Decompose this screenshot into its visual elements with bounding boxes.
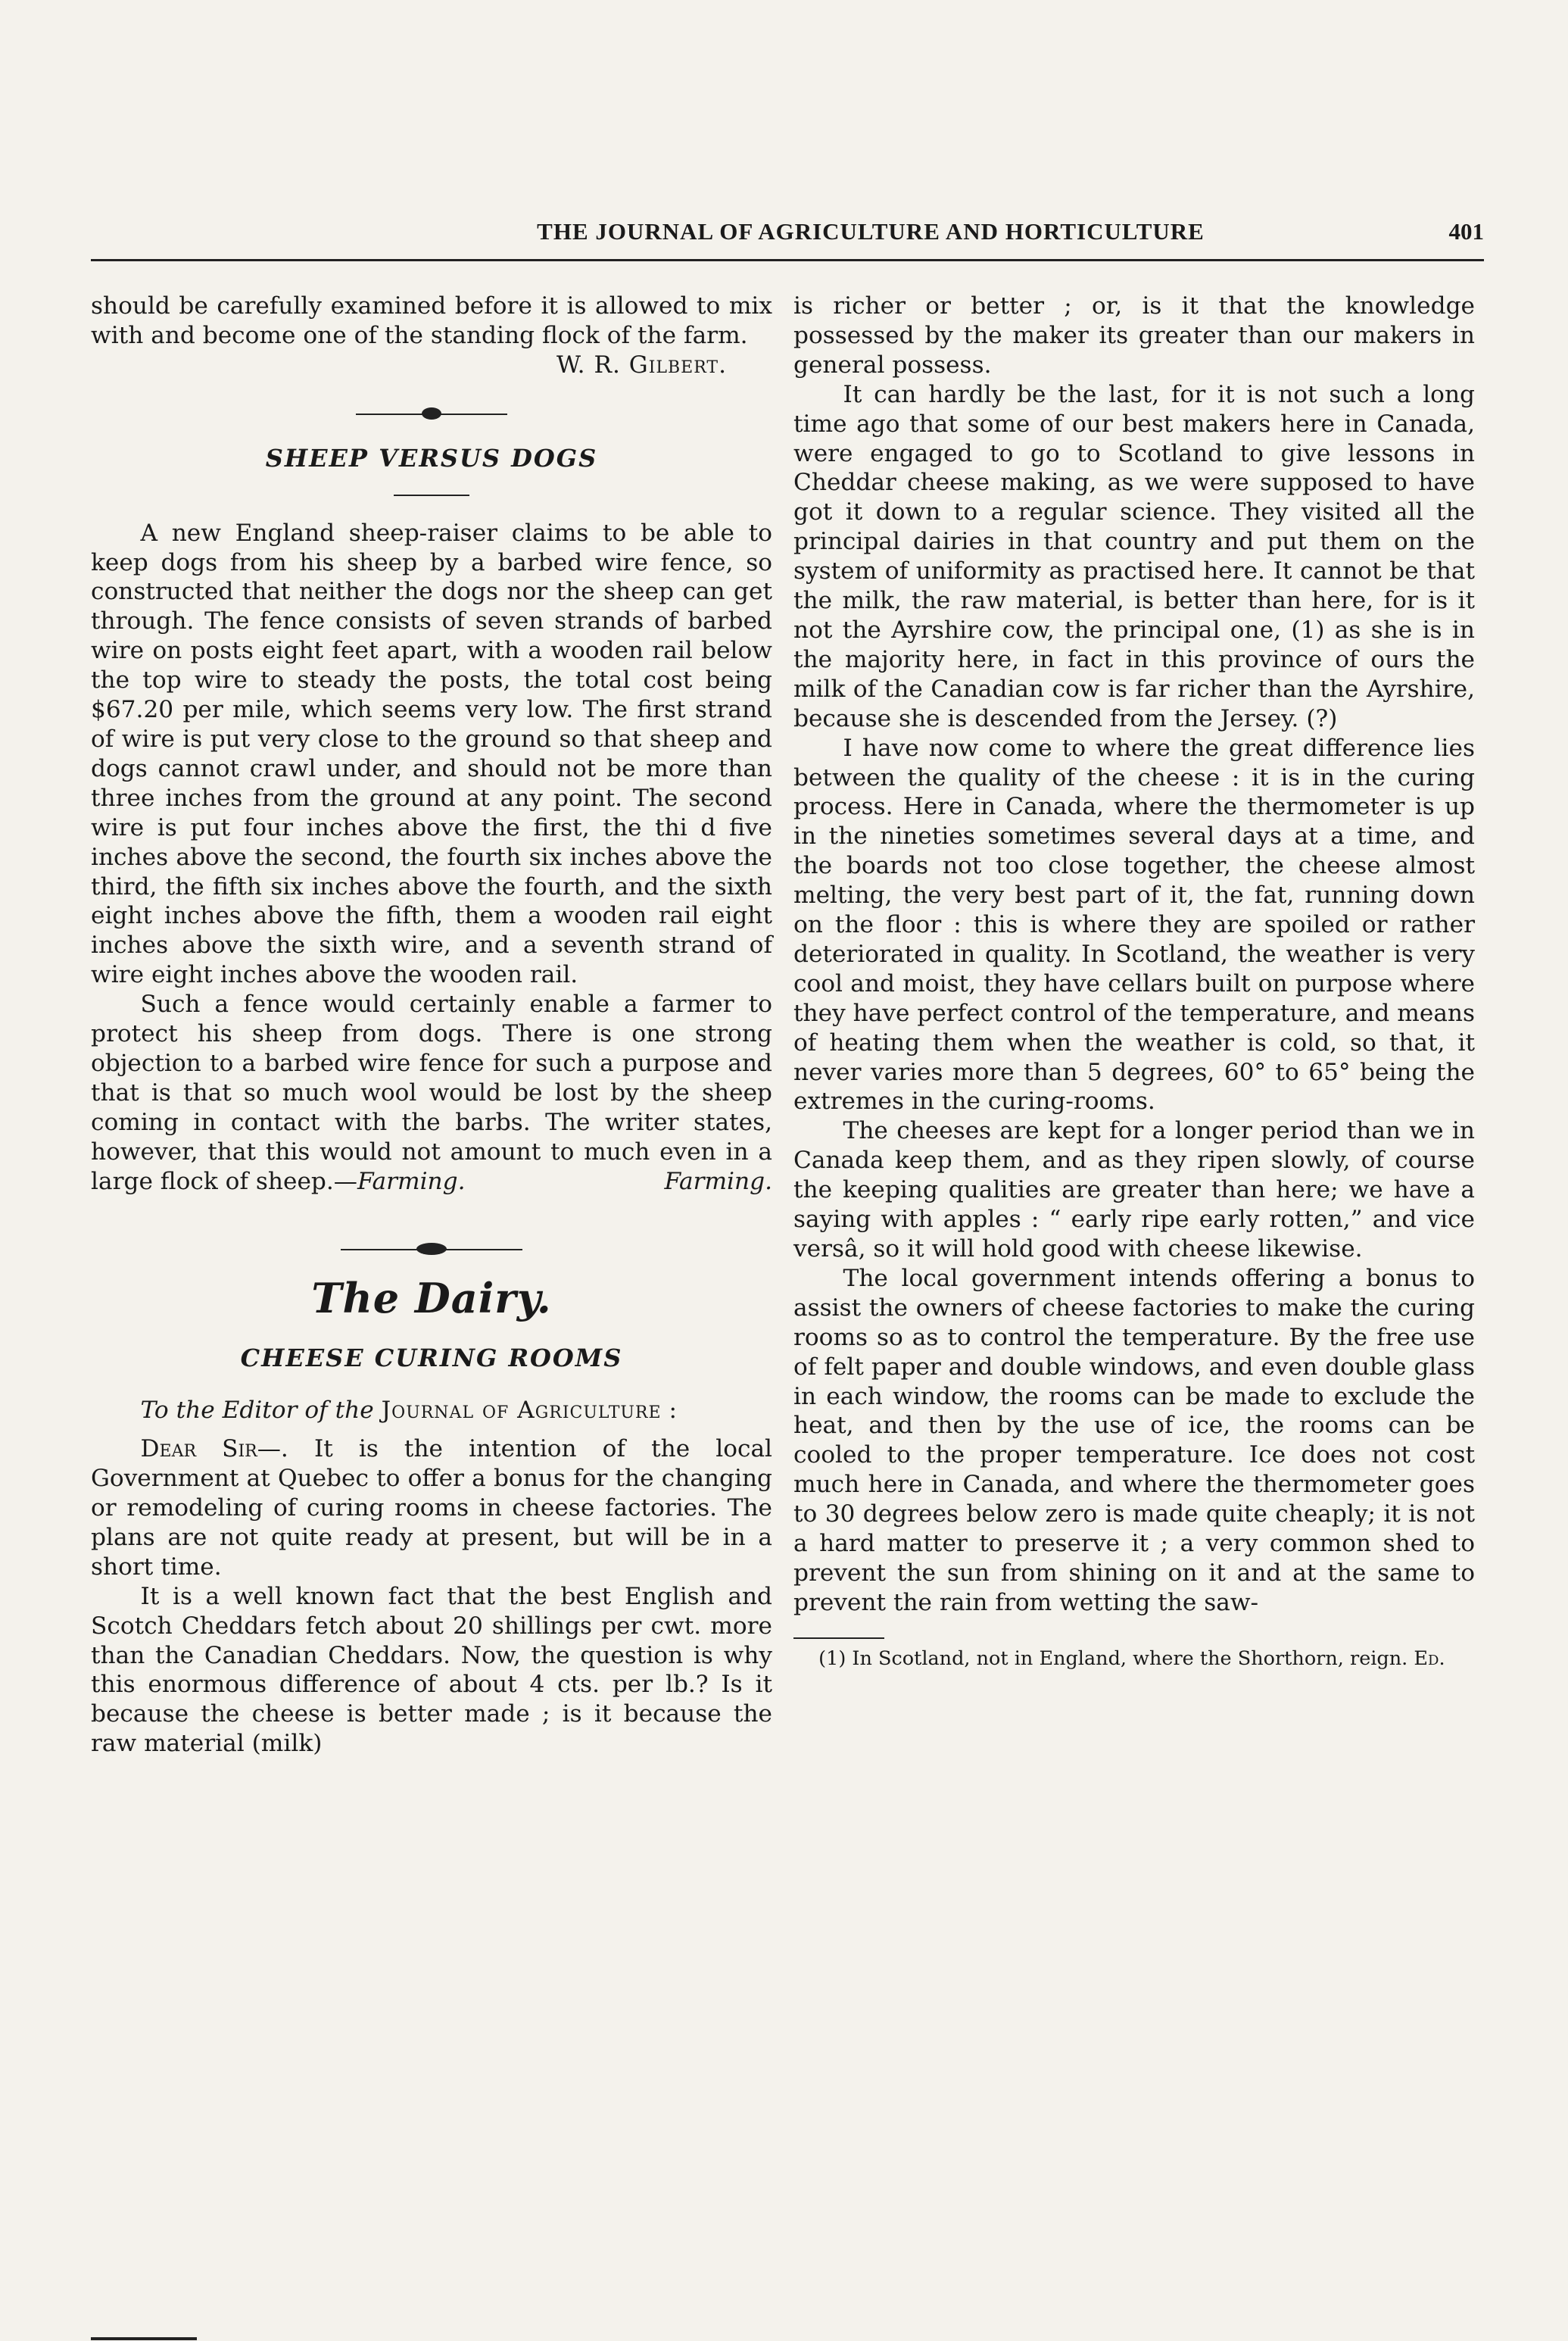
header-rule — [91, 259, 1484, 261]
intro-paragraph: should be carefully examined before it is allowed to mix with and become one of the standing flock of the farm. — [91, 292, 772, 349]
footnote-rule — [793, 1637, 884, 1639]
right-paragraph-2: It can hardly be the last, for it is not such a long time ago that some of our best makers here in Canada, were engaged to go to Scotland to give lessons in Cheddar cheese making, as we were supposed to have got it down to a regular science. They visited all the principal dairies in that country and put them on the system of uniformity as practised here. It cannot be that the milk, the raw material, is better than here, for is it not the Ayrshire cow, the principal one, (1) as she is in the majority here, in fact in this province of ours the milk of the Canadian cow is far richer than the Ayrshire, because she is descended from the Jersey. (?) — [793, 380, 1475, 732]
right-paragraph-5: The local government intends offering a bonus to assist the owners of cheese factories to make the curing rooms so as to control the temperature. By the free use of felt paper and double windows, and even double glass in each window, the rooms can be made to exclude the heat, and then by the use of ice, the rooms can be cooled to the proper temperature. Ice does not cost much here in Canada, and where the thermometer goes to 30 degrees below zero is made quite cheaply; it is not a hard matter to preserve it ; a very common shed to prevent the sun from shining on it and at the same to prevent the rain from wetting the saw- — [793, 1264, 1475, 1616]
signature-line — [91, 351, 772, 380]
dairy-section-title: The Dairy. — [311, 1274, 552, 1323]
cheese-paragraph-2: It is a well known fact that the best English and Scotch Cheddars fetch about 20 shillings per cwt. more than the Canadian Cheddars. Now, the question is why this enormous difference of about 4 cts. per lb.? Is it because the cheese is better made ; is it because the raw material (milk) — [91, 1582, 772, 1758]
sheep-paragraph-2: Such a fence would certainly enable a farmer to protect his sheep from dogs. There is one strong objection to a barbed wire fence for such a purpose and that is that so much wool would be lost by the sheep coming in contact with the barbs. The writer states, however, that this would not amount to much even in a large flock of sheep.—Farming. Farming. — [91, 991, 772, 1195]
editor-address: To the Editor of the Journal of Agriculture : — [140, 1397, 677, 1425]
section-divider — [356, 403, 507, 426]
cheese-curing-rooms-heading: CHEESE CURING ROOMS — [240, 1344, 623, 1373]
page-number: 401 — [1448, 218, 1484, 245]
right-column — [793, 292, 1475, 1671]
right-paragraph-3: I have now come to where the great difference lies between the quality of the cheese : it is in the curing process. Here in Canada, where the thermometer is up in the nineties sometimes several days at a time, and the boards not too close together, the cheese almost melting, the very best part of it, the fat, running down on the floor : this is where they are spoiled or rather deteriorated in quality. In Scotland, the weather is very cool and moist, they have cellars built on purpose where they have perfect control of the temperature, and means of heating them when the weather is cold, so that, it never varies more than 5 degrees, 60° to 65° being the extremes in the curing-rooms. — [793, 734, 1475, 1116]
sheep-versus-dogs-heading: SHEEP VERSUS DOGS — [265, 443, 598, 473]
source-citation: Farming. — [357, 1167, 466, 1195]
footnote: (1) In Scotland, not in England, where the Shorthorn, reign. Ed. — [818, 1647, 1445, 1670]
right-paragraph-1: is richer or better ; or, is it that the knowledge possessed by the maker its greater than our makers in general possess. — [793, 292, 1475, 379]
source-citation-right: Farming. — [664, 1167, 772, 1195]
cheese-paragraph-1: Dear Sir—. It is the intention of the local Government at Quebec to offer a bonus for the changing or remodeling of curing rooms in cheese factories. The plans are not quite ready at present, but will be in a short time. — [91, 1435, 773, 1581]
left-column — [91, 292, 772, 1759]
author-signature: W. R. Gilbert. — [556, 351, 727, 379]
section-divider-2 — [341, 1238, 522, 1261]
footnote-editor: Ed. — [1414, 1647, 1445, 1670]
running-header — [91, 218, 1484, 261]
right-paragraph-4: The cheeses are kept for a longer period than we in Canada keep them, and as they ripen slowly, of course the keeping qualities are greater than here; we have a saying with apples : “ early ripe early rotten,” and vice versâ, so it will hold good with cheese likewise. — [793, 1117, 1475, 1263]
bottom-mark — [91, 2337, 197, 2340]
sheep-paragraph-1: A new England sheep-raiser claims to be able to keep dogs from his sheep by a barbed wire fence, so constructed that neither the dogs nor the sheep can get through. The fence consists of seven strands of barbed wire on posts eight feet apart, with a wooden rail below the top wire to steady the posts, the total cost being $67.20 per mile, which seems very low. The first strand of wire is put very close to the ground so that sheep and dogs cannot crawl under, and should not be more than three inches from the ground at any point. The second wire is put four inches above the first, the thi d five inches above the second, the fourth six inches above the third, the fifth six inches above the fourth, and the sixth eight inches above the fifth, them a wooden rail eight inches above the sixth wire, and a seventh strand of wire eight inches above the wooden rail. — [91, 519, 772, 989]
journal-title: THE JOURNAL OF AGRICULTURE AND HORTICULTURE — [537, 218, 1205, 245]
salutation: Dear Sir—. — [140, 1435, 288, 1463]
